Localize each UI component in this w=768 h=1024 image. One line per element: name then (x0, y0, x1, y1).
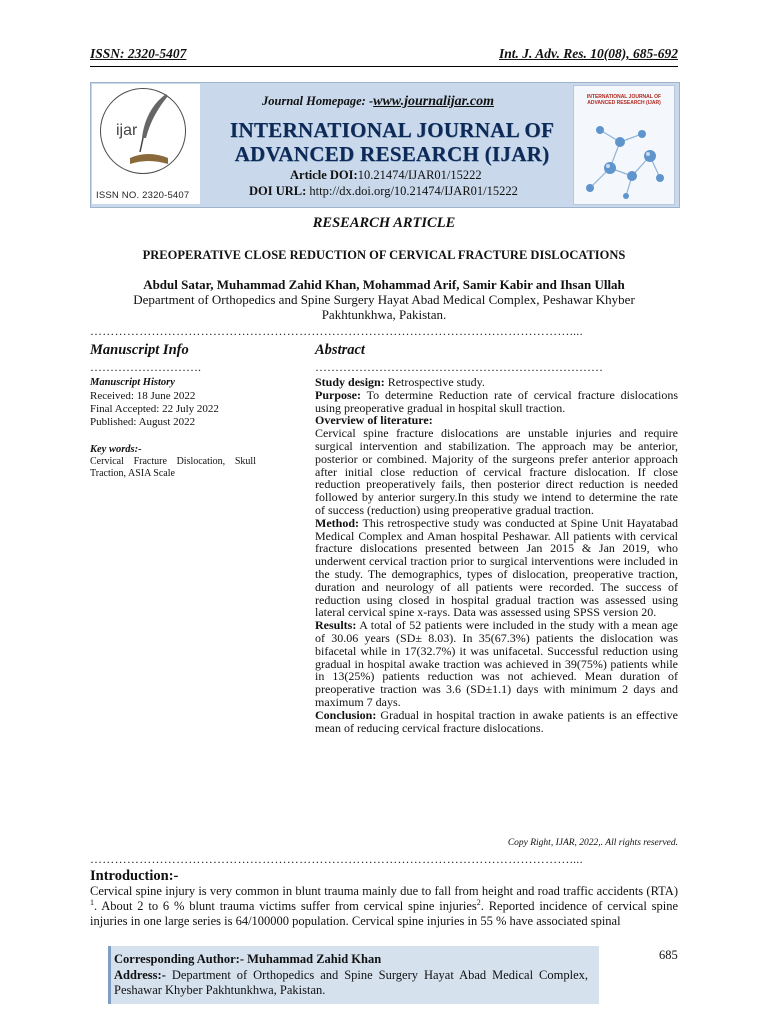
journal-name-line2: ADVANCED RESEARCH (IJAR) (234, 142, 550, 166)
abstract-divider: ……………………………………………………………… (315, 360, 603, 374)
copyright-notice: Copy Right, IJAR, 2022,. All rights reserved. (507, 838, 678, 848)
abstract-heading: Abstract (315, 342, 365, 358)
introduction-text (90, 884, 678, 929)
homepage-link[interactable]: www.journalijar.com (373, 94, 494, 109)
cover-title: INTERNATIONAL JOURNAL OF ADVANCED RESEARCH (IJAR) (586, 94, 662, 106)
doi-url-label: DOI URL: (249, 184, 307, 198)
overview-text: Cervical spine fracture dislocations are unstable injuries and require surgical intervention and stabilization. The approach may be anterior, posterior or combined. Majority of the surgeons prefer anterior approach after initial close reduction of cervical fracture dislocation. If close reduction preoperatively fails, then posterior direct reduction is needed followed by anterior surgery.In this study we intend to determine the rate of success (reduction) using preoperative gradual traction. (315, 426, 678, 517)
received-date: Received: 18 June 2022 (90, 390, 196, 402)
purpose-text: To determine Reduction rate of cervical fracture dislocations using preoperative gradual in hospital skull traction. (315, 387, 678, 415)
manuscript-history-heading: Manuscript History (90, 377, 175, 388)
section-divider-bottom: ……………………………………………………………………………………………………….... (90, 852, 583, 866)
purpose (315, 389, 678, 415)
doi-url (249, 184, 518, 199)
published-date: Published: August 2022 (90, 416, 196, 428)
abstract-body (315, 376, 678, 734)
study-design-text: Retrospective study. (384, 375, 485, 389)
paper-title: PREOPERATIVE CLOSE REDUCTION OF CERVICAL FRACTURE DISLOCATIONS (142, 248, 626, 262)
article-doi-label: Article DOI: (290, 168, 358, 182)
journal-name-line1: INTERNATIONAL JOURNAL OF (229, 118, 555, 142)
overview-label-text: Overview of literature: (315, 413, 433, 428)
page-number: 685 (659, 948, 678, 962)
method-label: Method: (315, 515, 359, 530)
journal-homepage (262, 94, 494, 110)
intro-part2: . About 2 to 6 % blunt trauma victims suffer from cervical spine injuries (94, 899, 477, 913)
manuscript-divider: ………………………. (90, 360, 201, 374)
journal-name (212, 118, 572, 166)
conclusion (315, 709, 678, 735)
method (315, 517, 678, 619)
issn-header: ISSN: 2320-5407 (90, 46, 187, 61)
article-doi-value[interactable]: 10.21474/IJAR01/15222 (357, 168, 482, 182)
method-text: This retrospective study was conducted at Spine Unit Hayatabad Medical Complex and Aman hospital Peshawar. All patients with cervical fracture dislocations presented between Jan 2015 & Jan 2019, who underwent cervical traction prior to surgical interventions were included in the study. The demographics, types of dislocation, preoperative traction, duration and neurology of all patients were recorded. The success of reduction using closed in hospital gradual traction was assessed using lateral cervical spine x-rays. Data was assessed using SPSS version 20. (315, 515, 678, 620)
keywords-heading: Key words:- (90, 444, 142, 455)
results-text: A total of 52 patients were included in the study with a mean age of 30.06 years (SD± 8.03). In 35(67.3%) patients the dislocation was bifacetal while in 17(32.7%) it was unifacetal. Successful reduction using gradual in hospital awake traction was achieved in 39(75%) patients while in 13(25%) patients reduction was not achieved. Mean duration of preoperative traction was 3.6 (SD±1.1) days with minimum 2 days and maximum 7 days. (315, 618, 678, 709)
article-type: RESEARCH ARTICLE (312, 215, 456, 231)
citation-2[interactable]: 2 (476, 897, 481, 907)
logo-text: ijar (116, 122, 138, 139)
conclusion-label: Conclusion: (315, 707, 377, 722)
results-label: Results: (315, 618, 357, 633)
citation-1[interactable]: 1 (90, 897, 94, 907)
conclusion-text: Gradual in hospital traction in awake patients is an effective mean of reducing cervical fracture dislocations. (315, 707, 678, 735)
corresponding-author: Corresponding Author:- Muhammad Zahid Khan (114, 952, 382, 966)
author-list: Abdul Satar, Muhammad Zahid Khan, Mohammad Arif, Samir Kabir and Ihsan Ullah (143, 277, 625, 292)
accepted-date: Final Accepted: 22 July 2022 (90, 403, 219, 415)
citation-header: Int. J. Adv. Res. 10(08), 685-692 (499, 46, 678, 61)
doi-url-value[interactable]: http://dx.doi.org/10.21474/IJAR01/15222 (309, 184, 518, 198)
purpose-label: Purpose: (315, 387, 361, 402)
results (315, 619, 678, 709)
header-rule (90, 66, 678, 67)
intro-part3: . Reported incidence of cervical spine injuries in one large series is 64/100000 population. Cervical spine injuries in 55 % have associated spinal (90, 899, 678, 928)
address-label: Address:- (114, 968, 166, 982)
address-text: Department of Orthopedics and Spine Surgery Hayat Abad Medical Complex, Peshawar Khyber Pakhtunkhwa, Pakistan. (114, 968, 588, 997)
affiliation: Department of Orthopedics and Spine Surgery Hayat Abad Medical Complex, Peshawar Khyber Pakhtunkhwa, Pakistan. (133, 292, 635, 322)
molecule-image (580, 118, 668, 200)
keywords: Cervical Fracture Dislocation, Skull Traction, ASIA Scale (90, 456, 256, 479)
logo-issn: ISSN NO. 2320-5407 (96, 190, 190, 201)
corresponding-address (114, 968, 588, 998)
study-design-label: Study design: (315, 375, 385, 389)
article-doi (290, 168, 482, 183)
homepage-label: Journal Homepage: - (262, 94, 374, 108)
introduction-heading: Introduction:- (90, 868, 179, 884)
intro-part1: Cervical spine injury is very common in blunt trauma mainly due to fall from height and road traffic accidents (RTA) (90, 884, 678, 898)
section-divider: ……………………………………………………………………………………………………….... (90, 324, 583, 338)
manuscript-info-heading: Manuscript Info (90, 342, 189, 358)
